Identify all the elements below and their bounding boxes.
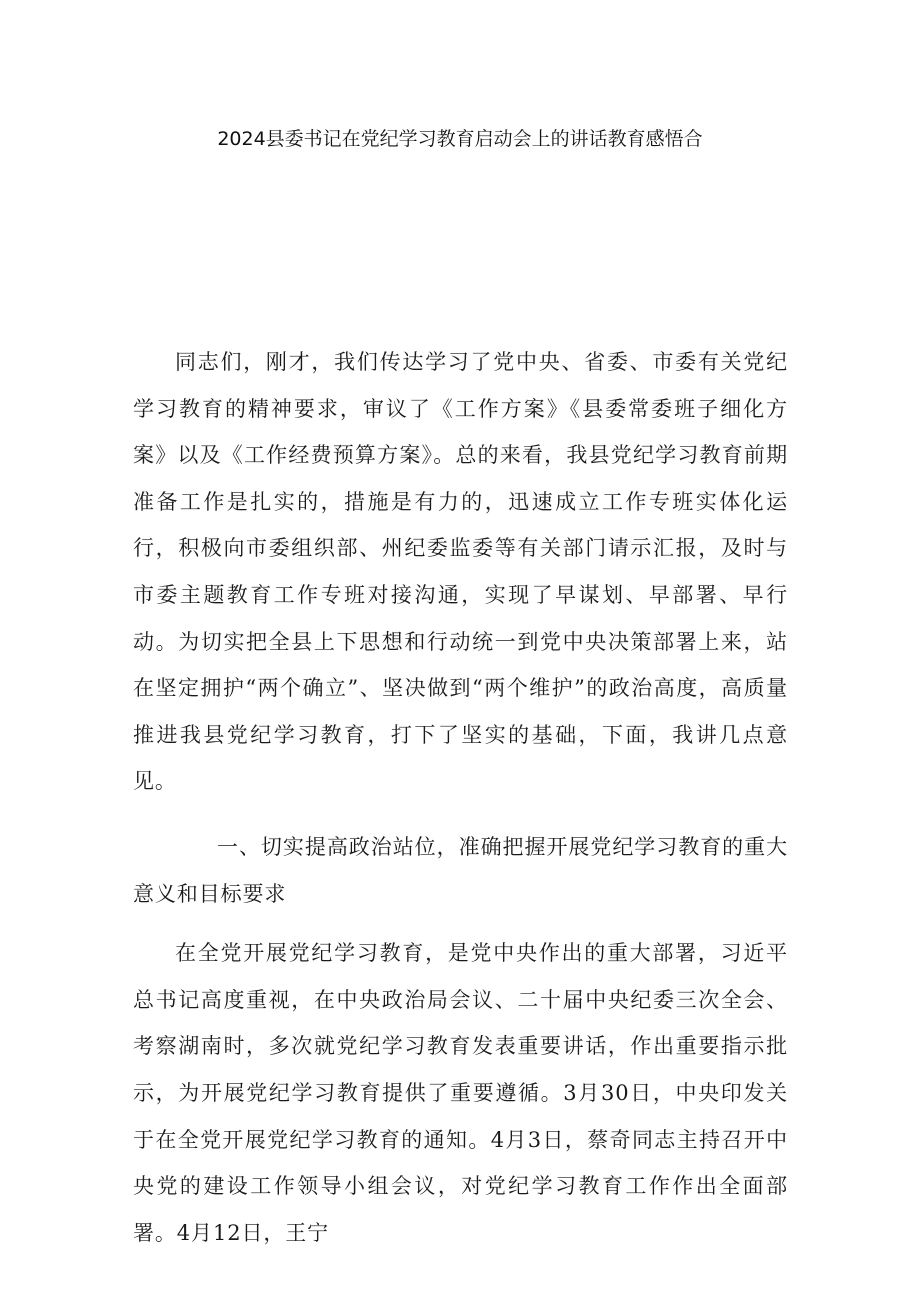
section-heading-1: 一、切实提高政治站位，准确把握开展党纪学习教育的重大意义和目标要求: [133, 834, 788, 906]
paragraph-opening: 同志们，刚才，我们传达学习了党中央、省委、市委有关党纪学习教育的精神要求，审议了《工作方案》《县委常委班子细化方案》以及《工作经费预算方案》。总的来看，我县党纪学习教育前期准备工作是扎实的，措施是有力的，迅速成立工作专班实体化运行，积极向市委组织部、州纪委监委等有关部门请示汇报，及时与市委主题教育工作专班对接沟通，实现了早谋划、早部署、早行动。为切实把全县上下思想和行动统一到党中央决策部署上来，站在坚定拥护“两个确立”、坚决做到“两个维护”的政治高度，高质量推进我县党纪学习教育，打下了坚实的基础，下面，我讲几点意见。: [133, 350, 788, 794]
document-body: [133, 339, 788, 1256]
paragraph-section-1: 在全党开展党纪学习教育，是党中央作出的重大部署，习近平总书记高度重视，在中央政治局会议、二十届中央纪委三次全会、考察湖南时，多次就党纪学习教育发表重要讲话，作出重要指示批示，为开展党纪学习教育提供了重要遵循。3月30日，中央印发关于在全党开展党纪学习教育的通知。4月3日，蔡奇同志主持召开中央党的建设工作领导小组会议，对党纪学习教育工作作出全面部署。4月12日，王宁: [133, 941, 788, 1245]
document-title: 2024县委书记在党纪学习教育启动会上的讲话教育感悟合: [217, 128, 703, 150]
